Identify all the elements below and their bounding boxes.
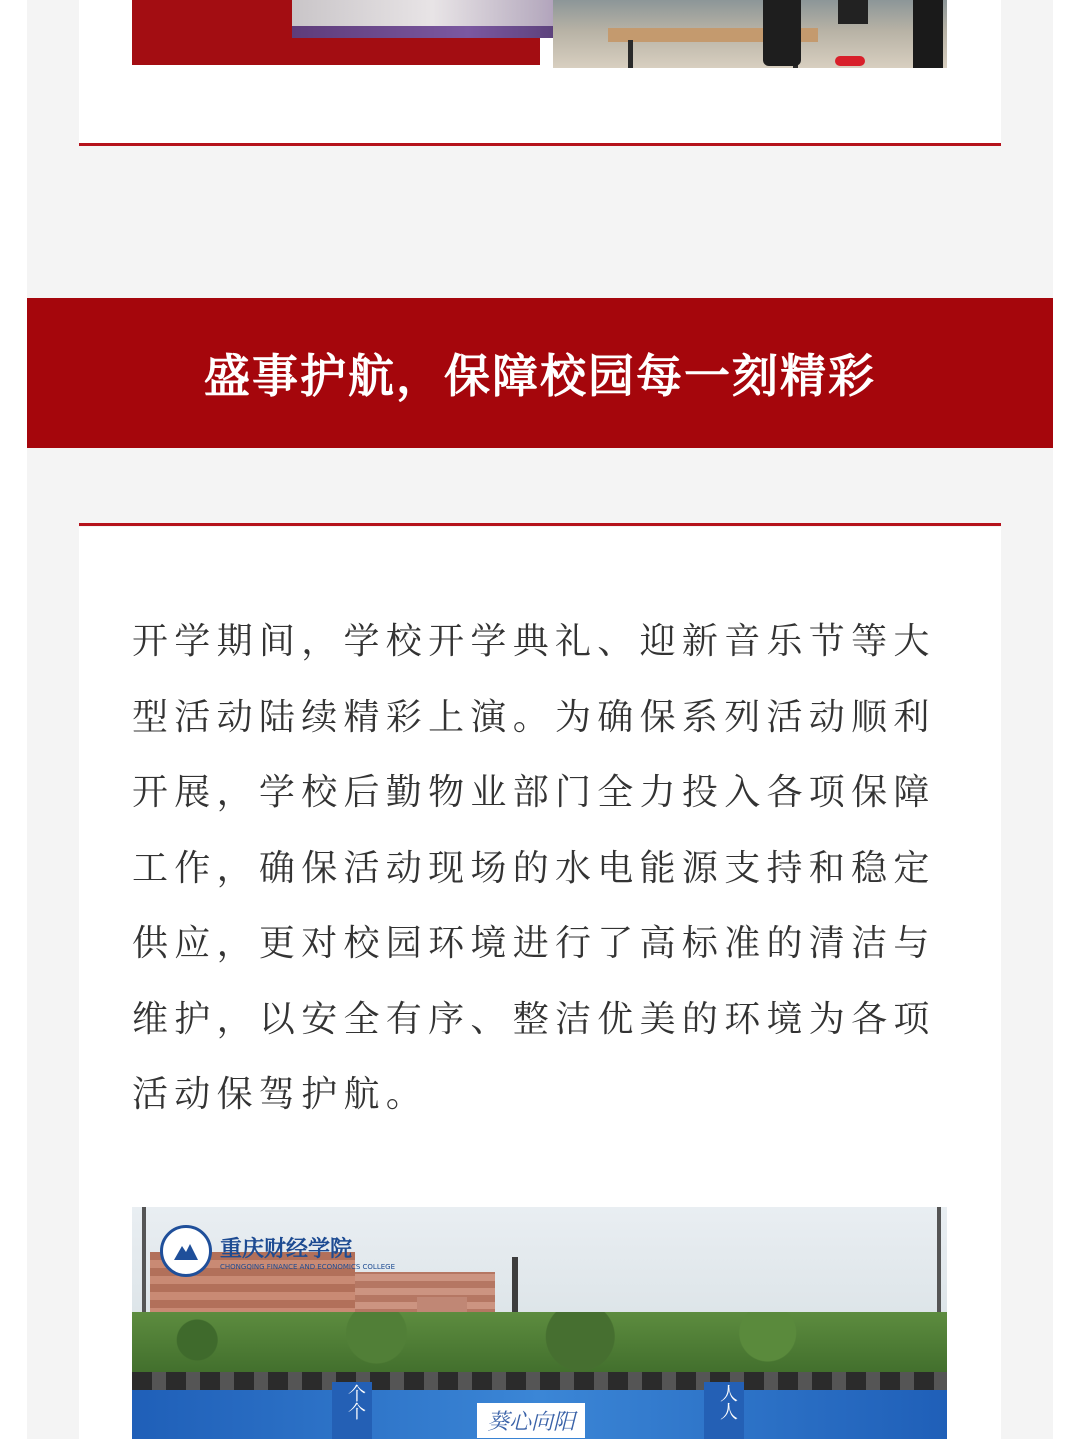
college-name-english: CHONGQING FINANCE AND ECONOMICS COLLEGE (220, 1262, 396, 1271)
photo-right-image[interactable] (553, 0, 947, 68)
photo-person-shape (838, 0, 868, 24)
college-logo (160, 1225, 395, 1277)
photo-shoe-shape (835, 56, 865, 66)
section-banner (27, 298, 1053, 448)
college-logo-text (220, 1232, 395, 1271)
college-name: 重庆财经学院 (220, 1235, 353, 1262)
body-paragraph: 开学期间，学校开学典礼、迎新音乐节等大型活动陆续精彩上演。为确保系列活动顺利开展，学校后勤物业部门全力投入各项保障工作，确保活动现场的水电能源支持和稳定供应，更对校园环境进行了高标准的清洁与维护，以安全有序、整洁优美的环境为各项活动保驾护航。 (132, 621, 936, 1115)
photo-person-shape (763, 0, 801, 66)
photo-person-shape (913, 0, 943, 68)
pillar-left-text: 个个 (345, 1384, 366, 1420)
photo-table-leg (628, 40, 633, 68)
pillar-right-text: 人人 (717, 1384, 738, 1420)
emblem-mountain-icon (171, 1236, 201, 1266)
photo-left-frame[interactable] (132, 0, 540, 65)
divider-top (79, 143, 1001, 146)
stage-slogan: 葵心向阳 (477, 1403, 585, 1438)
college-emblem-icon (160, 1225, 212, 1277)
photo-campus-stage[interactable] (132, 1207, 947, 1439)
photo-stage-pillar-right (704, 1382, 744, 1439)
photo-stage-rig (132, 1372, 947, 1390)
divider-section (79, 523, 1001, 526)
section-title: 盛事护航，保障校园每一刻精彩 (204, 349, 876, 403)
photo-stage-pillar-left (332, 1382, 372, 1439)
